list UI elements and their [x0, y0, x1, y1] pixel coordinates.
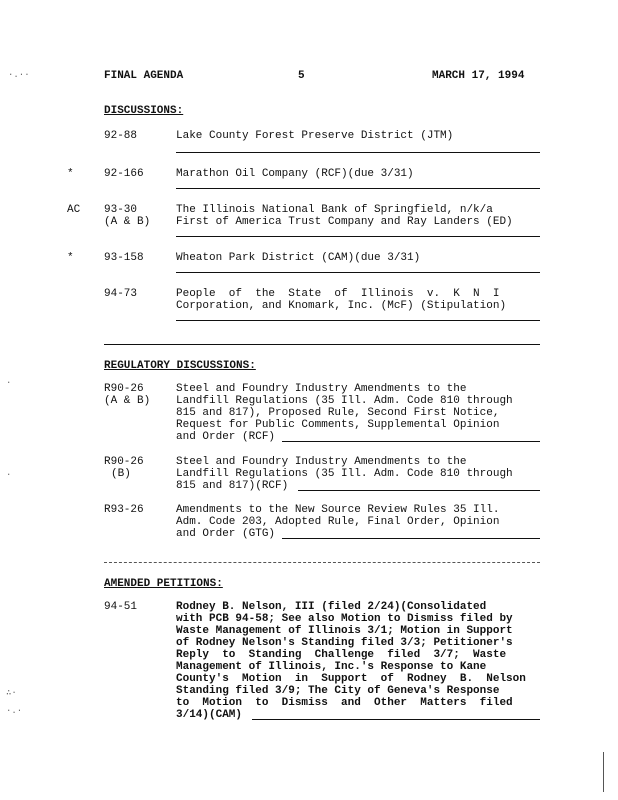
item-title-line: Adm. Code 203, Adopted Rule, Final Order, Opinion [176, 516, 500, 528]
signature-line [176, 152, 540, 153]
item-title: Marathon Oil Company (RCF)(due 3/31) [176, 168, 414, 180]
regulatory-heading: REGULATORY DISCUSSIONS: [104, 360, 256, 372]
item-title-line: of Rodney Nelson's Standing filed 3/3; Petitioner's [176, 637, 513, 649]
item-title-line: and Order (GTG) [176, 528, 276, 540]
item-title-line: First of America Trust Company and Ray Landers (ED) [176, 216, 513, 228]
item-title-line: 815 and 817)(RCF) [176, 480, 289, 492]
signature-line [176, 320, 540, 321]
signature-line [176, 272, 540, 273]
docket-number: R90-26 [104, 456, 144, 468]
item-title-line: County's Motion in Support of Rodney B. Nelson [176, 673, 526, 685]
docket-number: 94-51 [104, 601, 138, 613]
item-title-line: with PCB 94-58; See also Motion to Dismiss filed by [176, 613, 513, 625]
scan-speck: · [6, 470, 12, 480]
docket-number: 94-73 [104, 288, 138, 300]
priority-mark: * [67, 252, 74, 264]
signature-line [282, 538, 540, 539]
docket-number: 92-88 [104, 130, 138, 142]
item-title: Lake County Forest Preserve District (JTM) [176, 130, 454, 142]
priority-mark: * [67, 168, 74, 180]
item-title-line: Request for Public Comments, Supplemental Opinion [176, 419, 500, 431]
docket-subpart: (B) [111, 468, 131, 480]
item-title-line: Steel and Foundry Industry Amendments to the [176, 456, 467, 468]
docket-number: 93-30 [104, 204, 138, 216]
signature-line [176, 188, 540, 189]
item-title-line: Steel and Foundry Industry Amendments to the [176, 383, 467, 395]
item-title: Wheaton Park District (CAM)(due 3/31) [176, 252, 421, 264]
item-title-line: Landfill Regulations (35 Ill. Adm. Code 810 through [176, 395, 513, 407]
item-title-line: Corporation, and Knomark, Inc. (McF) (Stipulation) [176, 300, 507, 312]
item-title-line: The Illinois National Bank of Springfield, n/k/a [176, 204, 493, 216]
signature-line [176, 236, 540, 237]
section-divider [104, 562, 540, 563]
signature-line [282, 441, 540, 442]
amended-heading: AMENDED PETITIONS: [104, 578, 223, 590]
page-number: 5 [298, 70, 305, 82]
scan-speck: · [6, 378, 12, 388]
item-title-line: and Order (RCF) [176, 431, 276, 443]
signature-line [298, 490, 540, 491]
scan-speck: ∴· [6, 688, 17, 698]
header-title: FINAL AGENDA [104, 70, 184, 82]
docket-number: 93-158 [104, 252, 144, 264]
item-title-line: Rodney B. Nelson, III (filed 2/24)(Consolidated [176, 601, 487, 613]
scan-speck: ·.· [6, 706, 23, 716]
item-title-line: Landfill Regulations (35 Ill. Adm. Code 810 through [176, 468, 513, 480]
item-title-line: Management of Illinois, Inc.'s Response to Kane [176, 661, 487, 673]
signature-line [252, 719, 540, 720]
docket-subpart: (A & B) [104, 395, 151, 407]
docket-number: R90-26 [104, 383, 144, 395]
scan-speck: ·.·· [8, 70, 30, 80]
item-title-line: 3/14)(CAM) [176, 709, 243, 721]
item-title-line: Amendments to the New Source Review Rules 35 Ill. [176, 504, 500, 516]
item-title-line: Standing filed 3/9; The City of Geneva's Response [176, 685, 500, 697]
section-divider [104, 344, 540, 345]
header-date: MARCH 17, 1994 [432, 70, 525, 82]
item-title-line: to Motion to Dismiss and Other Matters filed [176, 697, 513, 709]
item-title-line: Reply to Standing Challenge filed 3/7; Waste [176, 649, 507, 661]
item-title-line: People of the State of Illinois v. K N I [176, 288, 500, 300]
docket-number: R93-26 [104, 504, 144, 516]
discussions-heading: DISCUSSIONS: [104, 105, 184, 117]
docket-subpart: (A & B) [104, 216, 151, 228]
priority-mark: AC [67, 204, 81, 216]
item-title-line: Waste Management of Illinois 3/1; Motion in Support [176, 625, 513, 637]
docket-number: 92-166 [104, 168, 144, 180]
item-title-line: 815 and 817), Proposed Rule, Second First Notice, [176, 407, 500, 419]
scan-edge-mark [603, 752, 604, 792]
